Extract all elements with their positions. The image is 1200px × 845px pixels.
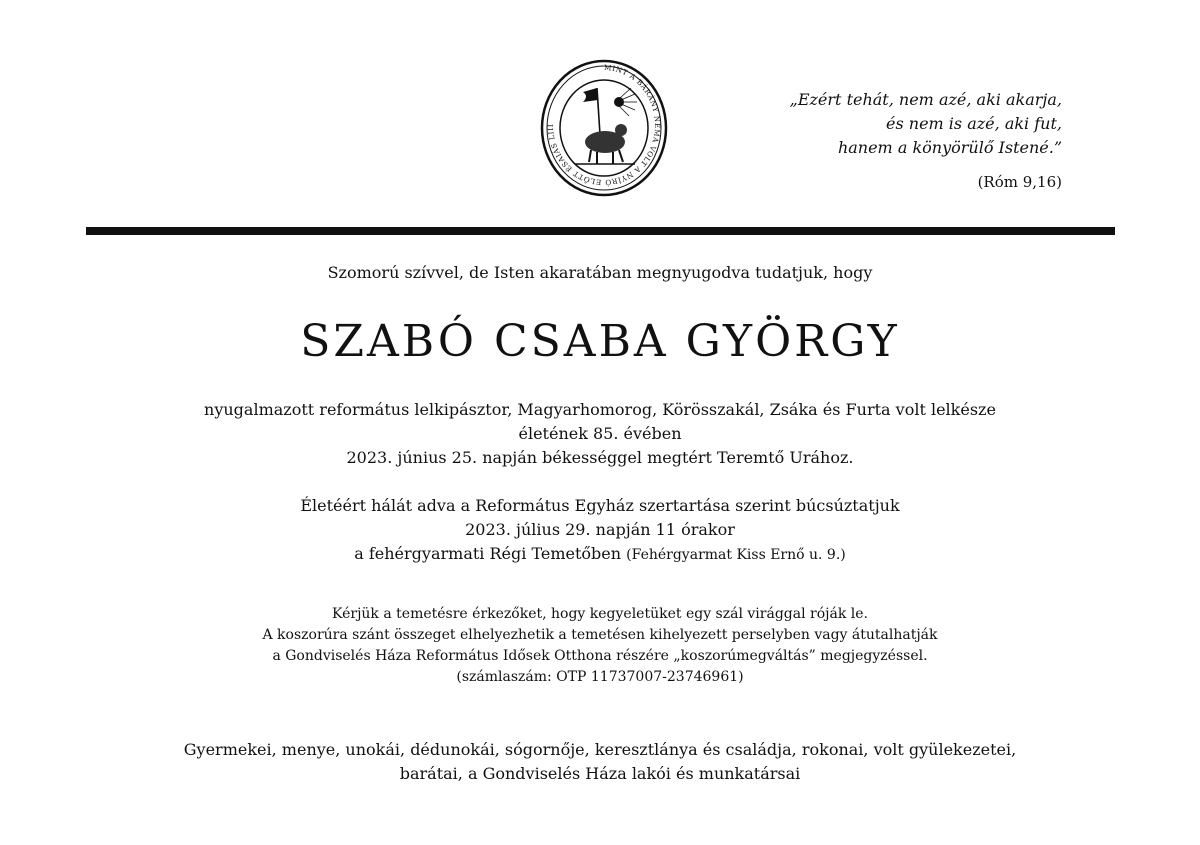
divider — [86, 227, 1115, 235]
details-line: 2023. június 25. napján békességgel megtért Teremtő Urához. — [346, 448, 854, 467]
details-line: életének 85. évében — [518, 424, 682, 443]
service-location — [0, 542, 1200, 567]
service-address: (Fehérgyarmat Kiss Ernő u. 9.) — [626, 547, 846, 563]
request-line: a Gondviselés Háza Református Idősek Otthona részére „koszorúmegváltás” megjegyzéssel. — [272, 648, 928, 664]
bank-account: (számlaszám: OTP 11737007-23746961) — [456, 669, 744, 685]
bible-verse-line: hanem a könyörülő Istené.” — [837, 138, 1062, 157]
request-line: Kérjük a temetésre érkezőket, hogy kegyeletüket egy szál virággal róják le. — [332, 606, 868, 622]
bible-verse — [790, 88, 1062, 160]
mourners-line: Gyermekei, menye, unokái, dédunokái, sógornője, keresztlánya és családja, rokonai, volt gyülekezetei, — [183, 740, 1017, 759]
request-line: A koszorúra szánt összeget elhelyezhetik a temetésen kihelyezett perselyben vagy átutalhatják — [262, 627, 938, 643]
mourners-line: barátai, a Gondviselés Háza lakói és munkatársai — [399, 764, 801, 783]
service-place: a fehérgyarmati Régi Temetőben — [354, 544, 622, 563]
deceased-details — [0, 398, 1200, 470]
service-date: 2023. július 29. napján 11 órakor — [465, 520, 735, 539]
details-line: nyugalmazott református lelkipásztor, Magyarhomorog, Körösszakál, Zsáka és Furta volt lelkésze — [204, 400, 996, 419]
intro-text: Szomorú szívvel, de Isten akaratában megnyugodva tudatjuk, hogy — [327, 263, 873, 282]
seal-legend: MINT A BÁRÁNY NÉMA VOLT A NYÍRÓ ELŐTT ÉSAIÁS LIII — [545, 62, 662, 188]
flower-request — [0, 604, 1200, 688]
deceased-name: SZABÓ CSABA GYÖRGY — [300, 316, 900, 367]
mourners-list — [0, 738, 1200, 786]
bible-verse-reference: (Róm 9,16) — [977, 173, 1062, 191]
bible-verse-line: „Ezért tehát, nem azé, aki akarja, — [789, 90, 1062, 109]
service-line: Életéért hálát adva a Református Egyház szertartása szerint búcsúztatjuk — [300, 496, 900, 515]
reformed-church-seal-icon — [539, 58, 669, 198]
bible-verse-line: és nem is azé, aki fut, — [886, 114, 1062, 133]
funeral-service-info — [0, 494, 1200, 567]
